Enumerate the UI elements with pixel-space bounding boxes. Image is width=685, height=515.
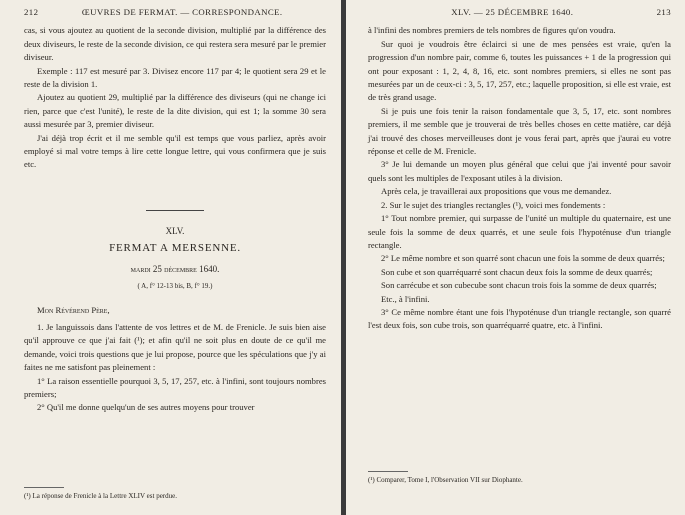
paragraph: Son cube et son quarréquarré sont chacun deux fois la somme de deux quarrés; xyxy=(381,266,653,277)
footnote-text: (¹) La réponse de Frenicle à la Lettre XLIV est perdue. xyxy=(24,492,177,500)
footnote xyxy=(24,487,326,501)
right-page xyxy=(346,0,685,515)
page-number: 213 xyxy=(656,7,671,17)
paragraph: 3° Je lui demande un moyen plus général que celui que j'ai inventé pour savoir quels sont les multiples de l'exposant utiles à la division. xyxy=(368,159,671,183)
paragraph: 2° Le même nombre et son quarré sont chacun une fois la somme de deux quarrés; xyxy=(381,253,665,264)
letter-title: FERMAT A MERSENNE. xyxy=(109,242,241,255)
paragraph: Etc., à l'infini. xyxy=(381,293,430,304)
paragraph: 2° Qu'il me donne quelqu'un de ses autres moyens pour trouver xyxy=(37,402,255,413)
left-page xyxy=(0,0,341,515)
running-header xyxy=(368,6,671,19)
running-title: XLV. — 25 DÉCEMBRE 1640. xyxy=(451,7,574,17)
letter-number: XLV. xyxy=(165,225,185,236)
footnote-rule xyxy=(368,471,408,472)
running-header xyxy=(24,6,326,19)
footnote-rule xyxy=(24,487,64,488)
paragraph: Si je puis une fois tenir la raison fondamentale que 3, 5, 17, etc. sont nombres premiers, il me semble que je trouverai de très belles choses en cette matière, car déjà j'ai trouvé des choses merveilleuses dont je vous ferai part, après que j'aurai eu votre réponse et celle de M. Frenicle. xyxy=(368,105,671,157)
letter-reference: ( A, f° 12-13 bis, B, f° 19.) xyxy=(137,282,213,291)
paragraph: 1° Tout nombre premier, qui surpasse de l'unité un multiple du quaternaire, est une seule fois la somme de deux quarrés, et une seule fois l'hypoténuse d'un triangle rectangle. xyxy=(368,213,671,250)
paragraph: à l'infini des nombres premiers de tels nombres de figures qu'on voudra. xyxy=(368,25,616,36)
paragraph: 2. Sur le sujet des triangles rectangles (¹), voici mes fondements : xyxy=(381,199,606,210)
footnote xyxy=(368,471,671,485)
paragraph: Ajoutez au quotient 29, multiplié par la différence des diviseurs (qui ne change ici rien, parce que c'est l'unité), le reste de la dite division, qui est 1; la somme 30 sera aussi mesurée par 3, premier diviseur. xyxy=(24,92,326,130)
paragraph: 3° Ce même nombre étant une fois l'hypoténuse d'un triangle rectangle, son quarré l'est deux fois, son cube trois, son quarréquarré quatre, etc. à l'infini. xyxy=(368,306,671,331)
salutation: Mon Révérend Père, xyxy=(37,304,110,315)
paragraph: cas, si vous ajoutez au quotient de la seconde division, multiplié par la différence des deux diviseurs, le reste de la seconde division, ce qui restera sera mesuré par le premier diviseur. xyxy=(24,25,326,63)
letter-date: mardi 25 décembre 1640. xyxy=(130,263,220,274)
running-title: ŒUVRES DE FERMAT. — CORRESPONDANCE. xyxy=(81,7,283,17)
paragraph: 1° La raison essentielle pourquoi 3, 5, 17, 257, etc. à l'infini, sont toujours nombres premiers; xyxy=(24,375,326,399)
section-divider xyxy=(146,210,204,211)
paragraph: Exemple : 117 est mesuré par 3. Divisez encore 117 par 4; le quotient sera 29 et le reste de la division 1. xyxy=(24,65,326,90)
paragraph: Sur quoi je voudrois être éclairci si une de mes pensées est vraie, qu'en la progression d'un nombre pair, comme 6, toutes les puissances + 1 de la progression qui ont pour exposant : 1, 2, 4, 8, 16, etc. sont nombres premiers, si elles ne sont pas mesurées par un de ceux-ci : 3, 5, 17, 257, etc.; laquelle proposition, si elle est vraie, est de très grand usage. xyxy=(368,38,671,103)
paragraph: Son carrécube et son cubecube sont chacun trois fois la somme de deux quarrés; xyxy=(381,280,657,291)
page-number: 212 xyxy=(24,7,39,17)
paragraph: 1. Je languissois dans l'attente de vos lettres et de M. de Frenicle. Je suis bien aise qu'il approuve ce que j'ai fait (¹); et afin qu'il ne soit plus en doute de ce qu'il me demande, voici trois questions que je lui propose, pource que les spéculations que j'y ai faites ne me satisfont pas pleinement : xyxy=(24,321,326,373)
footnote-text: (¹) Comparer, Tome I, l'Observation VII sur Diophante. xyxy=(368,476,523,484)
paragraph: J'ai déjà trop écrit et il me semble qu'il est temps que vous parliez, après avoir employé si mal votre temps à lire cette longue lettre, qui vous confirmera que je suis etc. xyxy=(24,132,326,170)
paragraph: Après cela, je travaillerai aux propositions que vous me demandez. xyxy=(381,186,612,197)
